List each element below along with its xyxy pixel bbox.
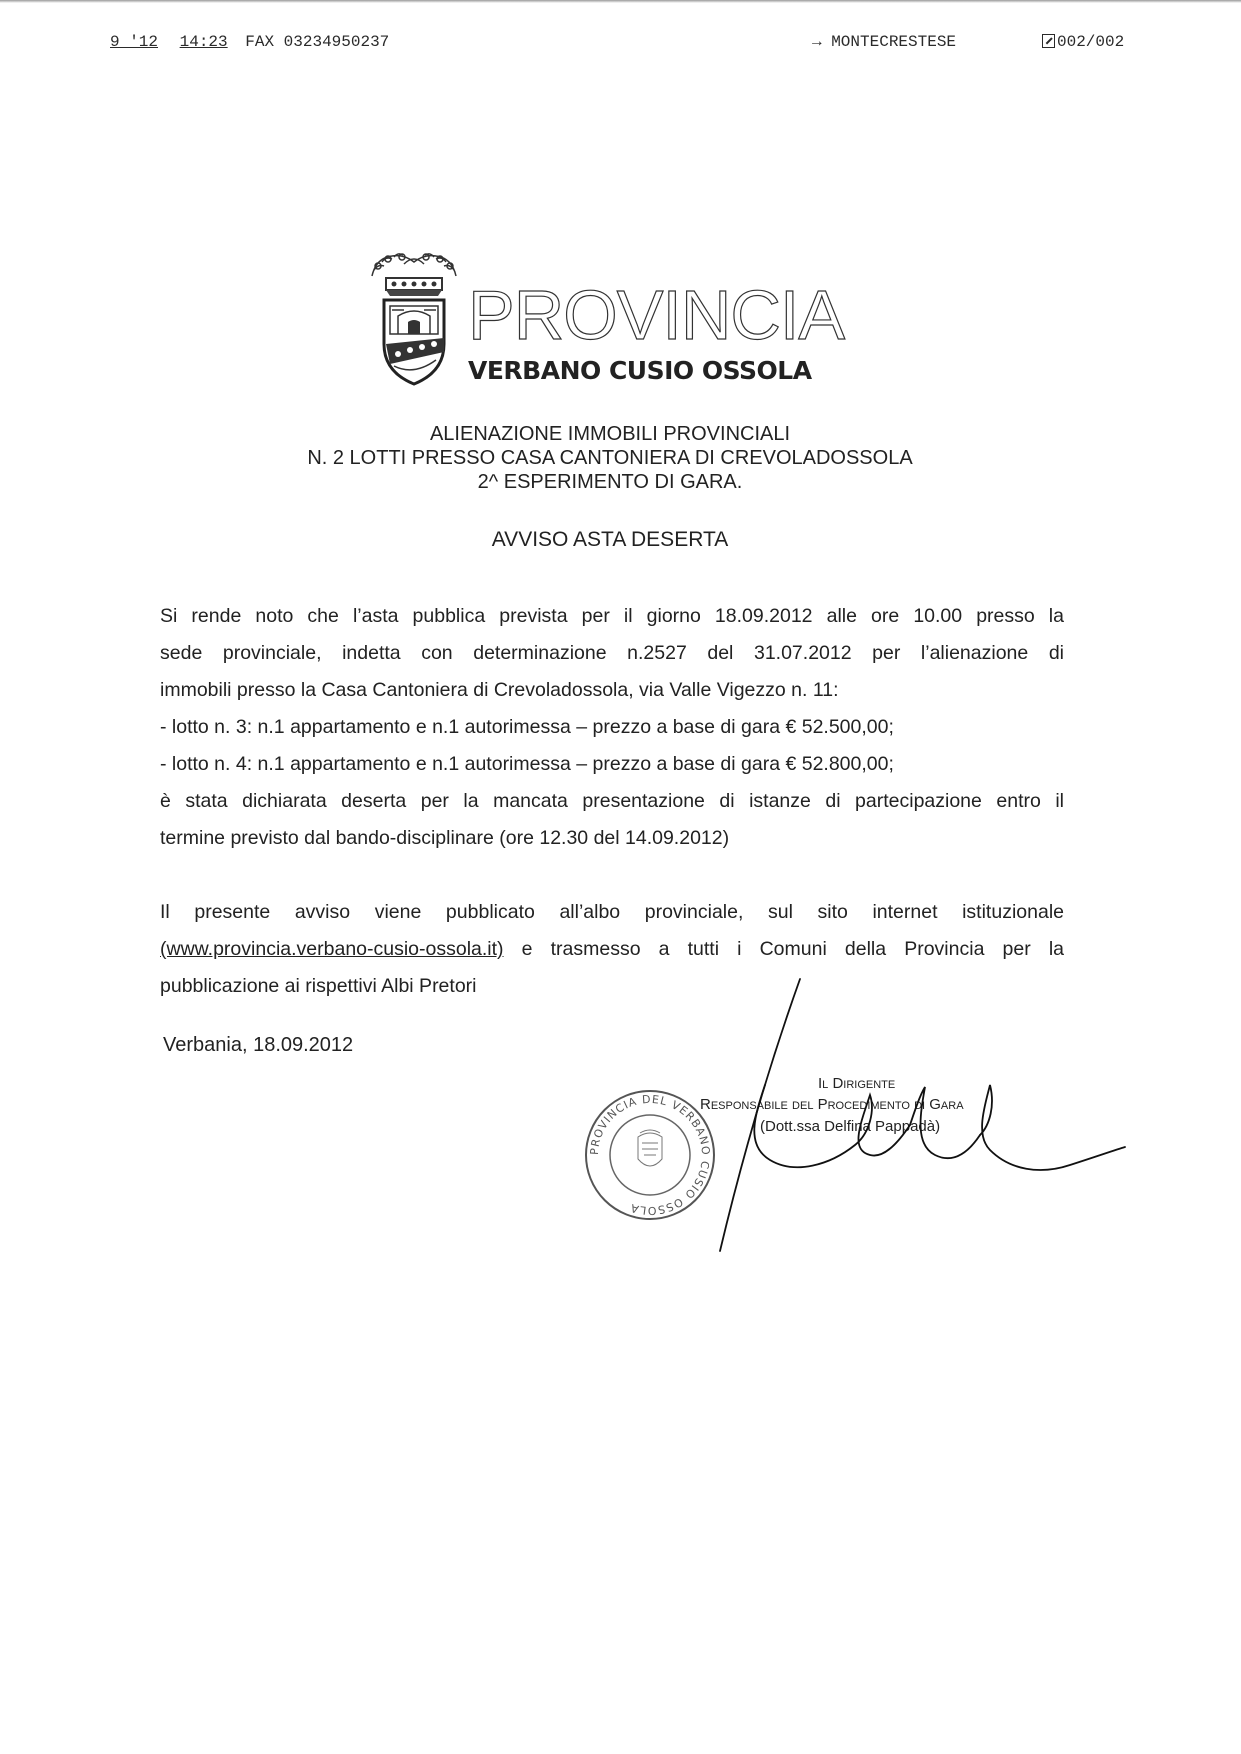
notice-heading-text: AVVISO ASTA DESERTA	[491, 528, 729, 551]
lot-4-line: - lotto n. 4: n.1 appartamento e n.1 autorimessa – prezzo a base di gara € 52.800,00;	[160, 753, 894, 775]
paragraph-line: Si rende noto che l’asta pubblica prevista per il giorno 18.09.2012 alle ore 10.00 presso la	[160, 605, 1064, 627]
paragraph-line: è stata dichiarata deserta per la mancata presentazione di istanze di partecipazione entro il	[160, 790, 1064, 812]
signature-area	[570, 975, 1130, 1255]
fax-recipient: → MONTECRESTESE	[812, 33, 957, 51]
fax-header-left	[110, 33, 389, 51]
paragraph-line: immobili presso la Casa Cantoniera di Crevoladossola, via Valle Vigezzo n. 11:	[160, 679, 839, 701]
paragraph-line: pubblicazione ai rispettivi Albi Pretori	[160, 975, 477, 997]
fax-time: 14:23	[179, 33, 228, 51]
paragraph-line	[160, 931, 1064, 968]
svg-text:PROVINCIA DEL VERBANO CUSIO OS: PROVINCIA DEL VERBANO CUSIO OSSOLA	[587, 1092, 713, 1218]
paragraph-line: termine previsto dal bando-disciplinare (ore 12.30 del 14.09.2012)	[160, 827, 730, 849]
document-title	[200, 422, 1020, 494]
fax-date: 9 '12	[110, 33, 159, 51]
paragraph-line-rest: e trasmesso a tutti i Comuni della Provincia per la	[503, 938, 1064, 960]
coat-of-arms-icon	[364, 248, 464, 388]
paragraph-line: Il presente avviso viene pubblicato all’albo provinciale, sul sito internet istituzionale	[160, 901, 1064, 923]
body-paragraph-1	[160, 598, 1064, 857]
website-link[interactable]: (www.provincia.verbano-cusio-ossola.it)	[160, 938, 504, 960]
place-date: Verbania, 18.09.2012	[163, 1034, 354, 1056]
signer-role-title: Il Dirigente	[818, 1075, 896, 1092]
fax-page-icon	[1042, 34, 1055, 48]
signer-name: (Dott.ssa Delfina Pappadà)	[760, 1118, 941, 1135]
signer-role-description: Responsabile del Procedimento di Gara	[700, 1096, 964, 1113]
title-line-2: N. 2 LOTTI PRESSO CASA CANTONIERA DI CREVOLADOSSOLA	[307, 447, 913, 469]
fax-number: FAX 03234950237	[245, 33, 390, 51]
notice-heading	[200, 528, 1020, 552]
title-line-1: ALIENAZIONE IMMOBILI PROVINCIALI	[429, 423, 791, 445]
paragraph-line: sede provinciale, indetta con determinazione n.2527 del 31.07.2012 per l’alienazione di	[160, 642, 1064, 664]
provincia-logo	[364, 248, 844, 398]
scan-edge	[0, 0, 1241, 3]
logo-region-name: VERBANO CUSIO OSSOLA	[468, 356, 812, 385]
lot-3-line: - lotto n. 3: n.1 appartamento e n.1 autorimessa – prezzo a base di gara € 52.500,00;	[160, 716, 894, 738]
fax-page-counter	[1042, 33, 1124, 51]
fax-page-counter-text: 002/002	[1057, 33, 1125, 51]
logo-provincia-word: PROVINCIA	[468, 276, 845, 354]
title-line-3: 2^ ESPERIMENTO DI GARA.	[477, 471, 743, 493]
handwritten-signature	[570, 975, 1130, 1255]
